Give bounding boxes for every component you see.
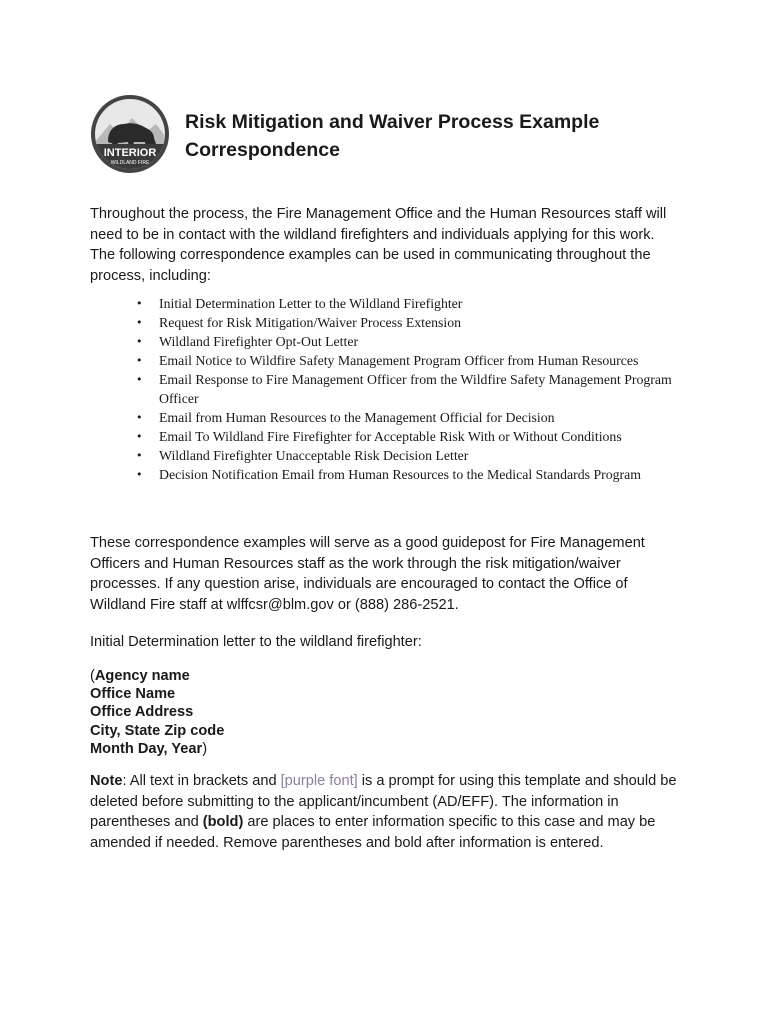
note-text-middle: is a prompt for using this template and should be deleted before submitting to the applicant/incumbent (AD/EFF). The information in parentheses and: [90, 773, 677, 831]
note-label: Note: [90, 773, 123, 789]
office-name: Office Name: [90, 686, 176, 703]
interior-wildland-fire-logo: [90, 94, 170, 174]
date-line: Month Day, Year: [90, 740, 203, 757]
note-purple-text: [purple font]: [280, 773, 358, 789]
correspondence-list: [136, 295, 681, 485]
list-item-text: Initial Determination Letter to the Wildland Firefighter: [159, 296, 463, 311]
bullet-icon: •: [136, 448, 143, 462]
note-bold-text: (bold): [202, 814, 244, 831]
intro-paragraph: Throughout the process, the Fire Management Office and the Human Resources staff will need to be in contact with the wildland firefighters and individuals applying for this work. The following correspondence examples can be used in communicating throughout the process, including:: [90, 206, 667, 284]
list-item-text: Email Notice to Wildfire Safety Management Program Officer from Human Resources: [159, 353, 639, 368]
office-address: Office Address: [90, 704, 194, 721]
list-item-text: Email from Human Resources to the Management Official for Decision: [159, 409, 555, 425]
list-item: [136, 428, 681, 447]
bullet-icon: •: [136, 354, 143, 367]
list-item-text: Email To Wildland Fire Firefighter for Acceptable Risk With or Without Conditions: [159, 428, 622, 444]
list-item: [136, 447, 681, 466]
list-item-text: Wildland Firefighter Opt-Out Letter: [159, 334, 359, 349]
section-heading: Initial Determination letter to the wildland firefighter:: [90, 634, 422, 650]
note-text-after: are places to enter information specific to this case and may be amended if needed. Remove parentheses and bold after information is entered.: [90, 814, 656, 851]
guidance-paragraph: These correspondence examples will serve as a good guidepost for Fire Management Officers and Human Resources staff as the work through the risk mitigation/waiver processes. If any question arise, individuals are encouraged to contact the Office of Wildland Fire staff at wlffcsr@blm.gov or (888) 286-2521.: [90, 535, 645, 613]
note-text-before: : All text in brackets and: [122, 773, 281, 789]
agency-name: Agency name: [94, 668, 190, 684]
bullet-icon: •: [136, 316, 143, 329]
list-item: [136, 371, 681, 408]
list-item: [136, 466, 681, 485]
bullet-icon: •: [136, 335, 143, 348]
list-item-text: Request for Risk Mitigation/Waiver Process Extension: [159, 315, 461, 330]
address-close-paren: ): [202, 740, 208, 757]
bullet-icon: •: [136, 410, 143, 424]
bullet-icon: •: [136, 467, 143, 481]
list-item: [136, 409, 681, 428]
bullet-icon: •: [136, 429, 143, 443]
page-title: [185, 108, 705, 164]
logo-text-sub: WILDLAND FIRE: [110, 160, 150, 166]
list-item-text: Wildland Firefighter Unacceptable Risk Decision Letter: [159, 447, 469, 463]
city-state-zip: City, State Zip code: [90, 722, 225, 739]
address-block: [90, 667, 680, 758]
title-line-2: Correspondence: [185, 139, 340, 161]
list-item: [136, 314, 681, 333]
address-open-paren: (: [90, 668, 95, 684]
bullet-icon: •: [136, 373, 143, 386]
list-item: [136, 333, 681, 352]
list-item: [136, 295, 681, 314]
list-item: [136, 352, 681, 371]
list-item-text: Email Response to Fire Management Officer from the Wildfire Safety Management Program Officer: [159, 372, 672, 406]
logo-text-main: INTERIOR: [103, 147, 157, 159]
bullet-icon: •: [136, 297, 143, 310]
title-line-1: Risk Mitigation and Waiver Process Example: [185, 111, 600, 133]
list-item-text: Decision Notification Email from Human Resources to the Medical Standards Program: [159, 466, 642, 482]
template-note: [90, 771, 680, 853]
